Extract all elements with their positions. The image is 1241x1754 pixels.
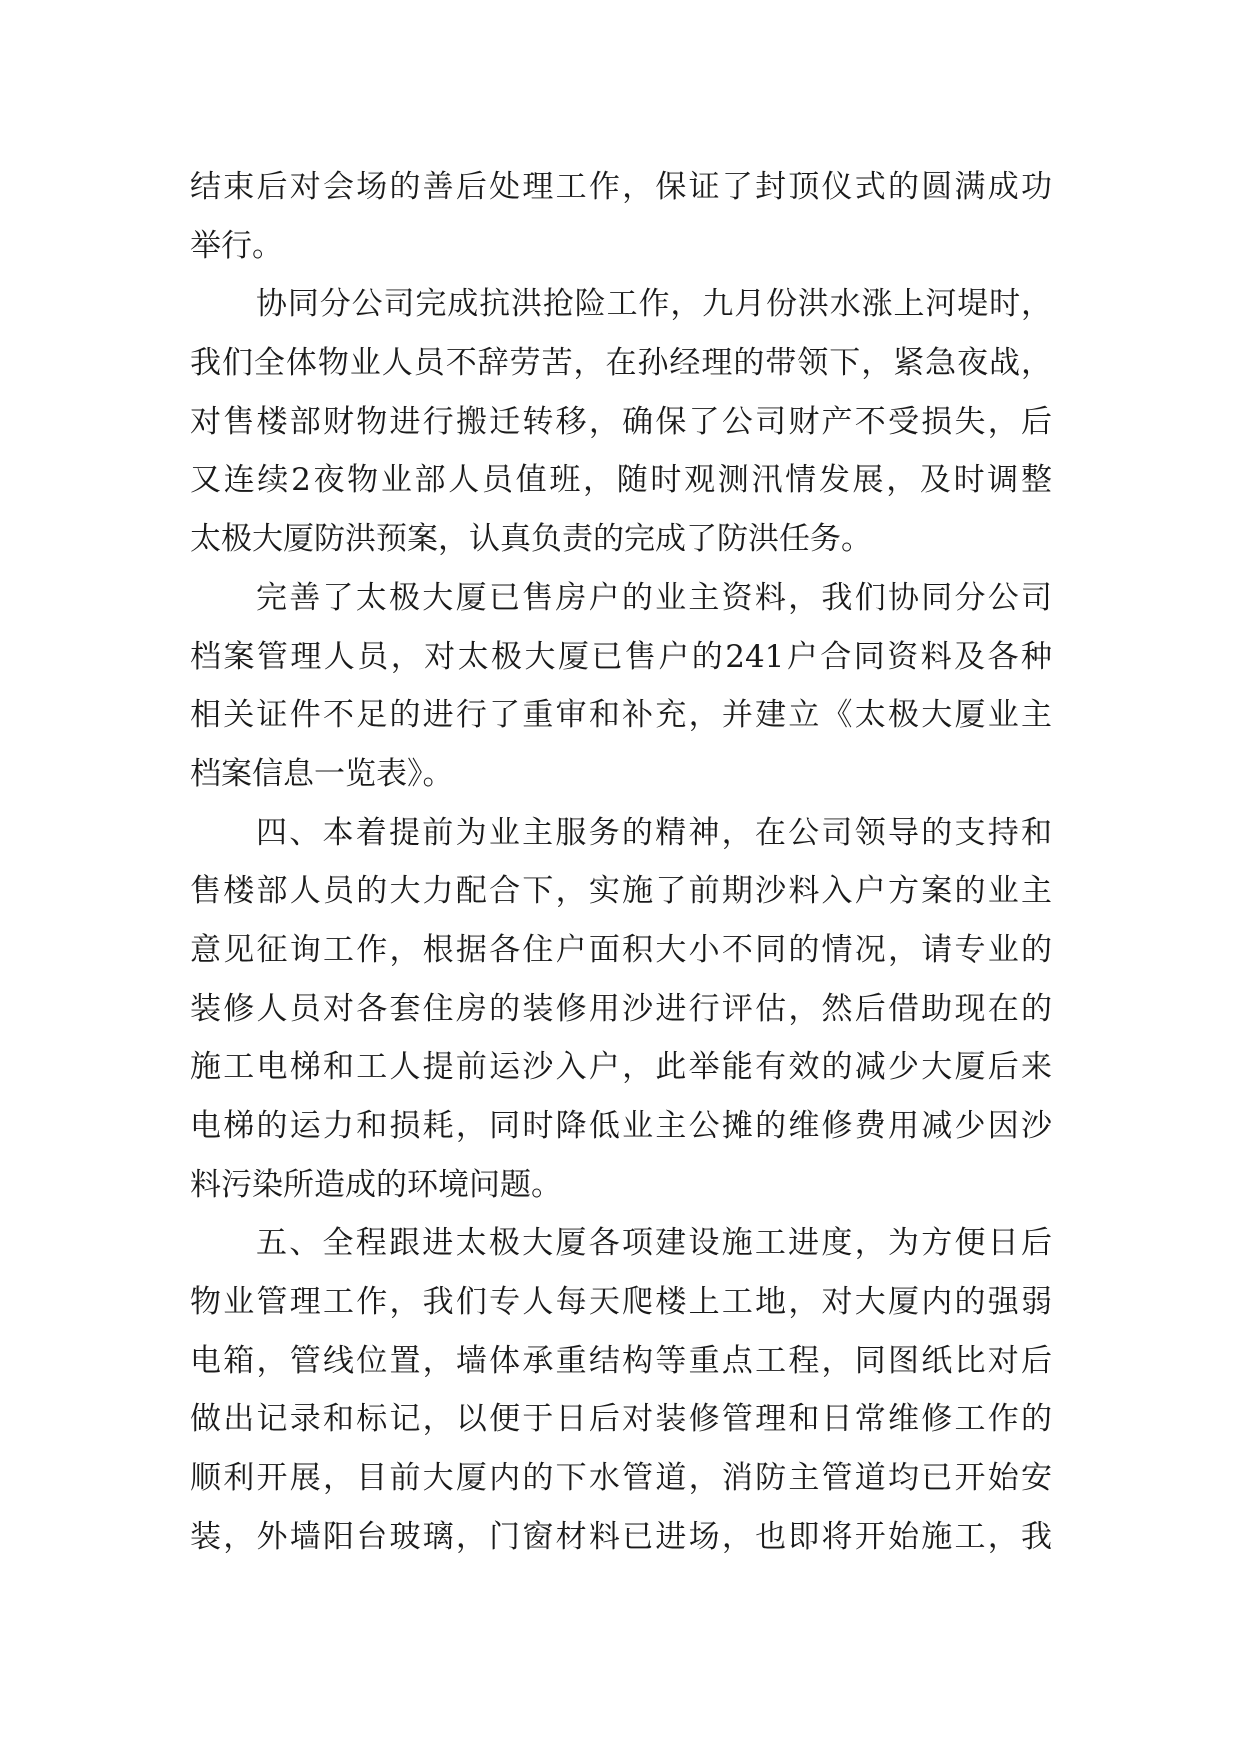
text-line: 档案管理人员，对太极大厦已售户的241户合同资料及各种: [190, 638, 1052, 675]
text-line: 结束后对会场的善后处理工作，保证了封顶仪式的圆满成功: [190, 169, 1052, 205]
text-line: 装，外墙阳台玻璃，门窗材料已进场，也即将开始施工，我: [190, 1518, 1052, 1555]
text-line: 协同分公司完成抗洪抢险工作，九月份洪水涨上河堤时，: [256, 286, 1052, 323]
text-line: 顺利开展，目前大厦内的下水管道，消防主管道均已开始安: [190, 1460, 1052, 1497]
text-line: 售楼部人员的大力配合下，实施了前期沙料入户方案的业主: [190, 873, 1052, 910]
text-line: 完善了太极大厦已售房户的业主资料，我们协同分公司: [256, 579, 1052, 616]
text-line: 四、本着提前为业主服务的精神，在公司领导的支持和: [256, 814, 1052, 851]
text-line: 电箱，管线位置，墙体承重结构等重点工程，同图纸比对后: [190, 1342, 1052, 1379]
text-line: 做出记录和标记，以便于日后对装修管理和日常维修工作的: [190, 1401, 1052, 1438]
text-line: 档案信息一览表》。: [190, 755, 454, 792]
text-line: 对售楼部财物进行搬迁转移，确保了公司财产不受损失，后: [190, 403, 1052, 440]
text-line: 装修人员对各套住房的装修用沙进行评估，然后借助现在的: [190, 990, 1052, 1027]
document-body: [190, 158, 1052, 1567]
text-line: 相关证件不足的进行了重审和补充，并建立《太极大厦业主: [190, 697, 1052, 734]
text-line: 料污染所造成的环境问题。: [190, 1166, 562, 1203]
text-line: 太极大厦防洪预案，认真负责的完成了防洪任务。: [190, 521, 872, 558]
text-line: 又连续2夜物业部人员值班，随时观测汛情发展，及时调整: [190, 462, 1052, 499]
text-line: 施工电梯和工人提前运沙入户，此举能有效的减少大厦后来: [190, 1049, 1052, 1086]
text-line: 电梯的运力和损耗，同时降低业主公摊的维修费用减少因沙: [190, 1108, 1052, 1144]
text-line: 举行。: [190, 227, 283, 264]
text-line: 我们全体物业人员不辞劳苦，在孙经理的带领下，紧急夜战，: [190, 345, 1052, 382]
text-line: 物业管理工作，我们专人每天爬楼上工地，对大厦内的强弱: [190, 1284, 1052, 1321]
text-line: 意见征询工作，根据各住户面积大小不同的情况，请专业的: [190, 931, 1052, 968]
text-line: 五、全程跟进太极大厦各项建设施工进度，为方便日后: [256, 1225, 1052, 1262]
